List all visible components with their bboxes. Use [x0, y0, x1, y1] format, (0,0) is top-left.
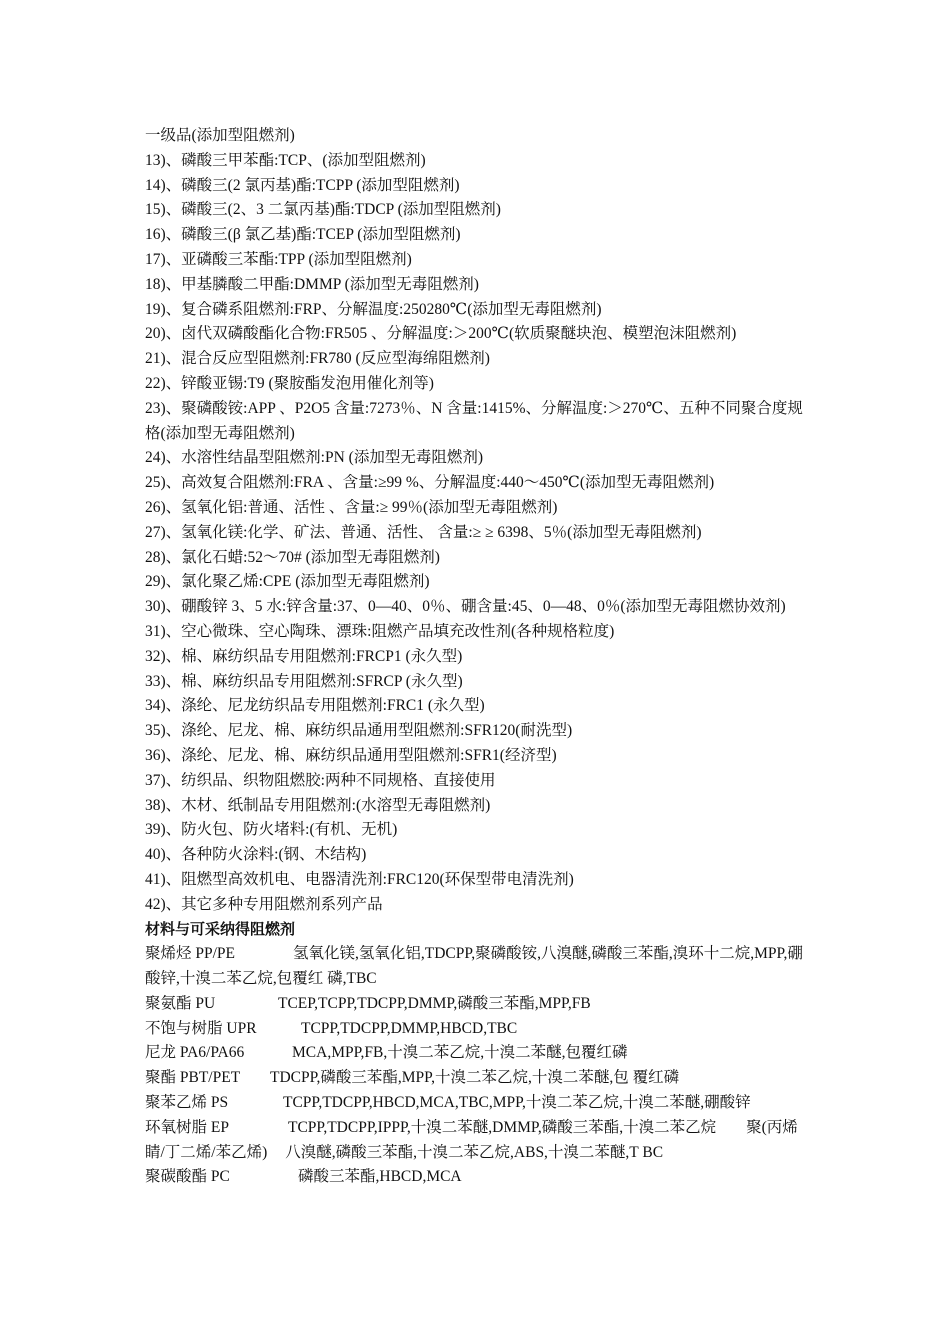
- material-agents: MCA,MPP,FB,十溴二苯乙烷,十溴二苯醚,包覆红磷: [292, 1044, 628, 1062]
- list-item: 22)、锌酸亚锡:T9 (聚胺酯发泡用催化剂等): [145, 374, 434, 392]
- document-page: [145, 124, 810, 1190]
- section-heading: 材料与可采纳得阻燃剂: [145, 920, 296, 938]
- list-item: 21)、混合反应型阻燃剂:FR780 (反应型海绵阻燃剂): [145, 350, 490, 368]
- material-row: [145, 1091, 810, 1116]
- material-row: [145, 1041, 810, 1066]
- list-item: 34)、涤纶、尼龙纺织品专用阻燃剂:FRC1 (永久型): [145, 697, 485, 715]
- material-row: [145, 1165, 810, 1190]
- list-item: 13)、磷酸三甲苯酯:TCP、(添加型阻燃剂): [145, 151, 426, 169]
- list-item: 24)、水溶性结晶型阻燃剂:PN (添加型无毒阻燃剂): [145, 449, 483, 467]
- list-item: 40)、各种防火涂料:(钢、木结构): [145, 846, 367, 864]
- material-name: 聚碳酸酯 PC: [145, 1168, 230, 1186]
- material-name: 聚烯烃 PP/PE: [145, 945, 236, 963]
- material-agents: TCEP,TCPP,TDCPP,DMMP,磷酸三苯酯,MPP,FB: [278, 994, 591, 1012]
- list-item: 31)、空心微珠、空心陶珠、漂珠:阻燃产品填充改性剂(各种规格粒度): [145, 622, 615, 640]
- material-name: 聚氨酯 PU: [145, 994, 216, 1012]
- material-agents: TCPP,TDCPP,IPPP,十溴二苯醚,DMMP,磷酸三苯酯,十溴二苯乙烷: [288, 1118, 717, 1136]
- list-item: 33)、棉、麻纺织品专用阻燃剂:SFRCP (永久型): [145, 672, 463, 690]
- list-item: 35)、涤纶、尼龙、棉、麻纺织品通用型阻燃剂:SFR120(耐洗型): [145, 722, 573, 740]
- list-item: 36)、涤纶、尼龙、棉、麻纺织品通用型阻燃剂:SFR1(经济型): [145, 746, 557, 764]
- material-name: 尼龙 PA6/PA66: [145, 1044, 245, 1062]
- list-item: 14)、磷酸三(2 氯丙基)酯:TCPP (添加型阻燃剂): [145, 176, 460, 194]
- material-agents: 氢氧化镁,氢氧化铝,TDCPP,聚磷酸铵,八溴醚,磷酸三苯酯,溴环十二烷,MPP,硼酸锌,十溴二苯乙烷,包覆红 磷,TBC: [145, 945, 803, 988]
- material-row: [145, 992, 810, 1017]
- list-item: 一级品(添加型阻燃剂): [145, 127, 295, 144]
- list-item: 16)、磷酸三(β 氯乙基)酯:TCEP (添加型阻燃剂): [145, 226, 461, 244]
- list-item: 20)、卤代双磷酸酯化合物:FR505 、分解温度:＞200℃(软质聚醚块泡、模塑泡沫阻燃剂): [145, 325, 737, 343]
- material-agents: 磷酸三苯酯,HBCD,MCA: [298, 1168, 462, 1186]
- list-item: 15)、磷酸三(2、3 二氯丙基)酯:TDCP (添加型阻燃剂): [145, 201, 501, 219]
- list-item: 23)、聚磷酸铵:APP 、P2O5 含量:7273％、N 含量:1415%、分解温度:＞270℃、五种不同聚合度规格(添加型无毒阻燃剂): [145, 399, 803, 442]
- list-item: 29)、氯化聚乙烯:CPE (添加型无毒阻燃剂): [145, 573, 430, 591]
- material-name: 聚(丙烯睛/丁二烯/苯乙烯): [145, 1118, 798, 1161]
- list-item: 39)、防火包、防火堵料:(有机、无机): [145, 821, 398, 839]
- material-name: 聚苯乙烯 PS: [145, 1094, 229, 1112]
- material-agents: TCPP,TDCPP,HBCD,MCA,TBC,MPP,十溴二苯乙烷,十溴二苯醚,硼酸锌: [283, 1094, 751, 1112]
- list-item: 17)、亚磷酸三苯酯:TPP (添加型阻燃剂): [145, 250, 412, 268]
- material-agents: TCPP,TDCPP,DMMP,HBCD,TBC: [301, 1019, 518, 1037]
- list-item: 30)、硼酸锌 3、5 水:锌含量:37、0—40、0％、硼含量:45、0—48、0％(添加型无毒阻燃协效剂): [145, 598, 786, 616]
- material-row: [145, 942, 810, 992]
- material-row: [145, 1066, 810, 1091]
- material-agents: TDCPP,磷酸三苯酯,MPP,十溴二苯乙烷,十溴二苯醚,包 覆红磷: [270, 1069, 680, 1087]
- material-agents: 八溴醚,磷酸三苯酯,十溴二苯乙烷,ABS,十溴二苯醚,T BC: [285, 1143, 664, 1161]
- list-item: 18)、甲基膦酸二甲酯:DMMP (添加型无毒阻燃剂): [145, 275, 479, 293]
- material-row: [145, 1017, 810, 1042]
- material-name: 不饱与树脂 UPR: [145, 1019, 257, 1037]
- material-row: [145, 1116, 810, 1166]
- material-name: 聚酯 PBT/PET: [145, 1069, 241, 1087]
- list-item: 27)、氢氧化镁:化学、矿法、普通、活性、 含量:≥ ≥ 6398、5％(添加型无毒阻燃剂): [145, 523, 702, 541]
- list-item: 32)、棉、麻纺织品专用阻燃剂:FRCP1 (永久型): [145, 647, 463, 665]
- material-name: 环氧树脂 EP: [145, 1118, 229, 1136]
- list-item: 19)、复合磷系阻燃剂:FRP、分解温度:250280℃(添加型无毒阻燃剂): [145, 300, 602, 318]
- list-item: 37)、纺织品、织物阻燃胶:两种不同规格、直接使用: [145, 771, 496, 789]
- list-item: 26)、氢氧化铝:普通、活性 、含量:≥ 99％(添加型无毒阻燃剂): [145, 498, 558, 516]
- list-item: 38)、木材、纸制品专用阻燃剂:(水溶型无毒阻燃剂): [145, 796, 491, 814]
- list-item: 41)、阻燃型高效机电、电器清洗剂:FRC120(环保型带电清洗剂): [145, 870, 574, 888]
- list-item: 28)、氯化石蜡:52～70# (添加型无毒阻燃剂): [145, 548, 440, 566]
- list-item: 42)、其它多种专用阻燃剂系列产品: [145, 895, 383, 913]
- list-item: 25)、高效复合阻燃剂:FRA 、含量:≥99 %、分解温度:440～450℃(添加型无毒阻燃剂): [145, 474, 715, 492]
